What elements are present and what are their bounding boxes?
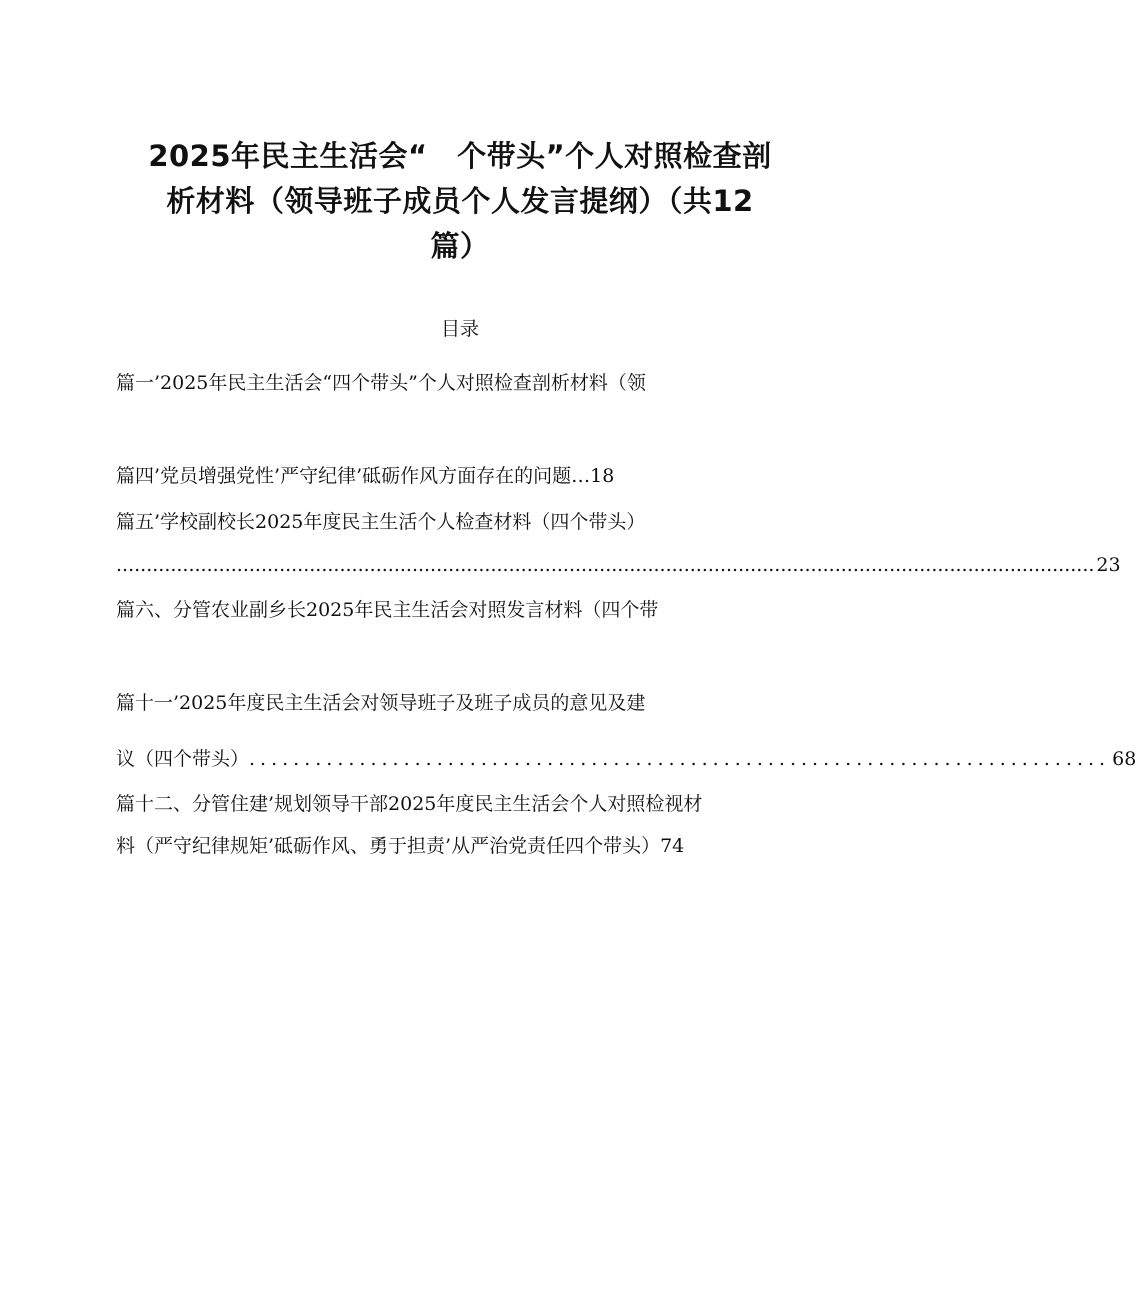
toc-entry-4[interactable]: 篇四’党员增强党性’严守纪律’砥砺作风方面存在的问题…18 <box>116 465 615 487</box>
title-line-1: 2025年民主生活会“ 个带头”个人对照检查剖 <box>148 139 772 173</box>
toc-entry-5-leader[interactable] <box>116 549 1121 581</box>
toc-entry-11-line-1[interactable]: 篇十一’2025年度民主生活会对领导班子及班子成员的意见及建 <box>116 692 646 714</box>
toc-entry-1[interactable]: 篇一’2025年民主生活会“四个带头”个人对照检查剖析材料（领 <box>116 372 646 394</box>
title-line-3: 篇） <box>430 229 490 263</box>
toc-entry-5-dots: .................................................................................................................................................................. <box>116 554 1095 576</box>
toc-entry-6[interactable]: 篇六、分管农业副乡长2025年民主生活会对照发言材料（四个带 <box>116 599 659 621</box>
title-line-2: 析材料（领导班子成员个人发言提纲）（共12 <box>166 184 754 218</box>
toc-entry-11-tail: 议（四个带头） <box>116 748 250 770</box>
document-title <box>90 134 830 269</box>
toc-entry-12-line-2[interactable]: 料（严守纪律规矩’砥砺作风、勇于担责’从严治党责任四个带头）74 <box>116 835 685 857</box>
toc-entry-11-line-2[interactable] <box>116 743 1136 775</box>
toc-entry-11-dots: .............................................................................. <box>249 748 1111 770</box>
toc-heading: 目录 <box>440 318 479 340</box>
toc-entry-5-page: 23 <box>1096 554 1121 576</box>
toc-entry-11-page: 68 <box>1112 748 1136 770</box>
toc-entry-5[interactable]: 篇五’学校副校长2025年度民主生活个人检查材料（四个带头） <box>116 511 646 533</box>
toc-entry-12-line-1[interactable]: 篇十二、分管住建’规划领导干部2025年度民主生活会个人对照检视材 <box>116 793 703 815</box>
